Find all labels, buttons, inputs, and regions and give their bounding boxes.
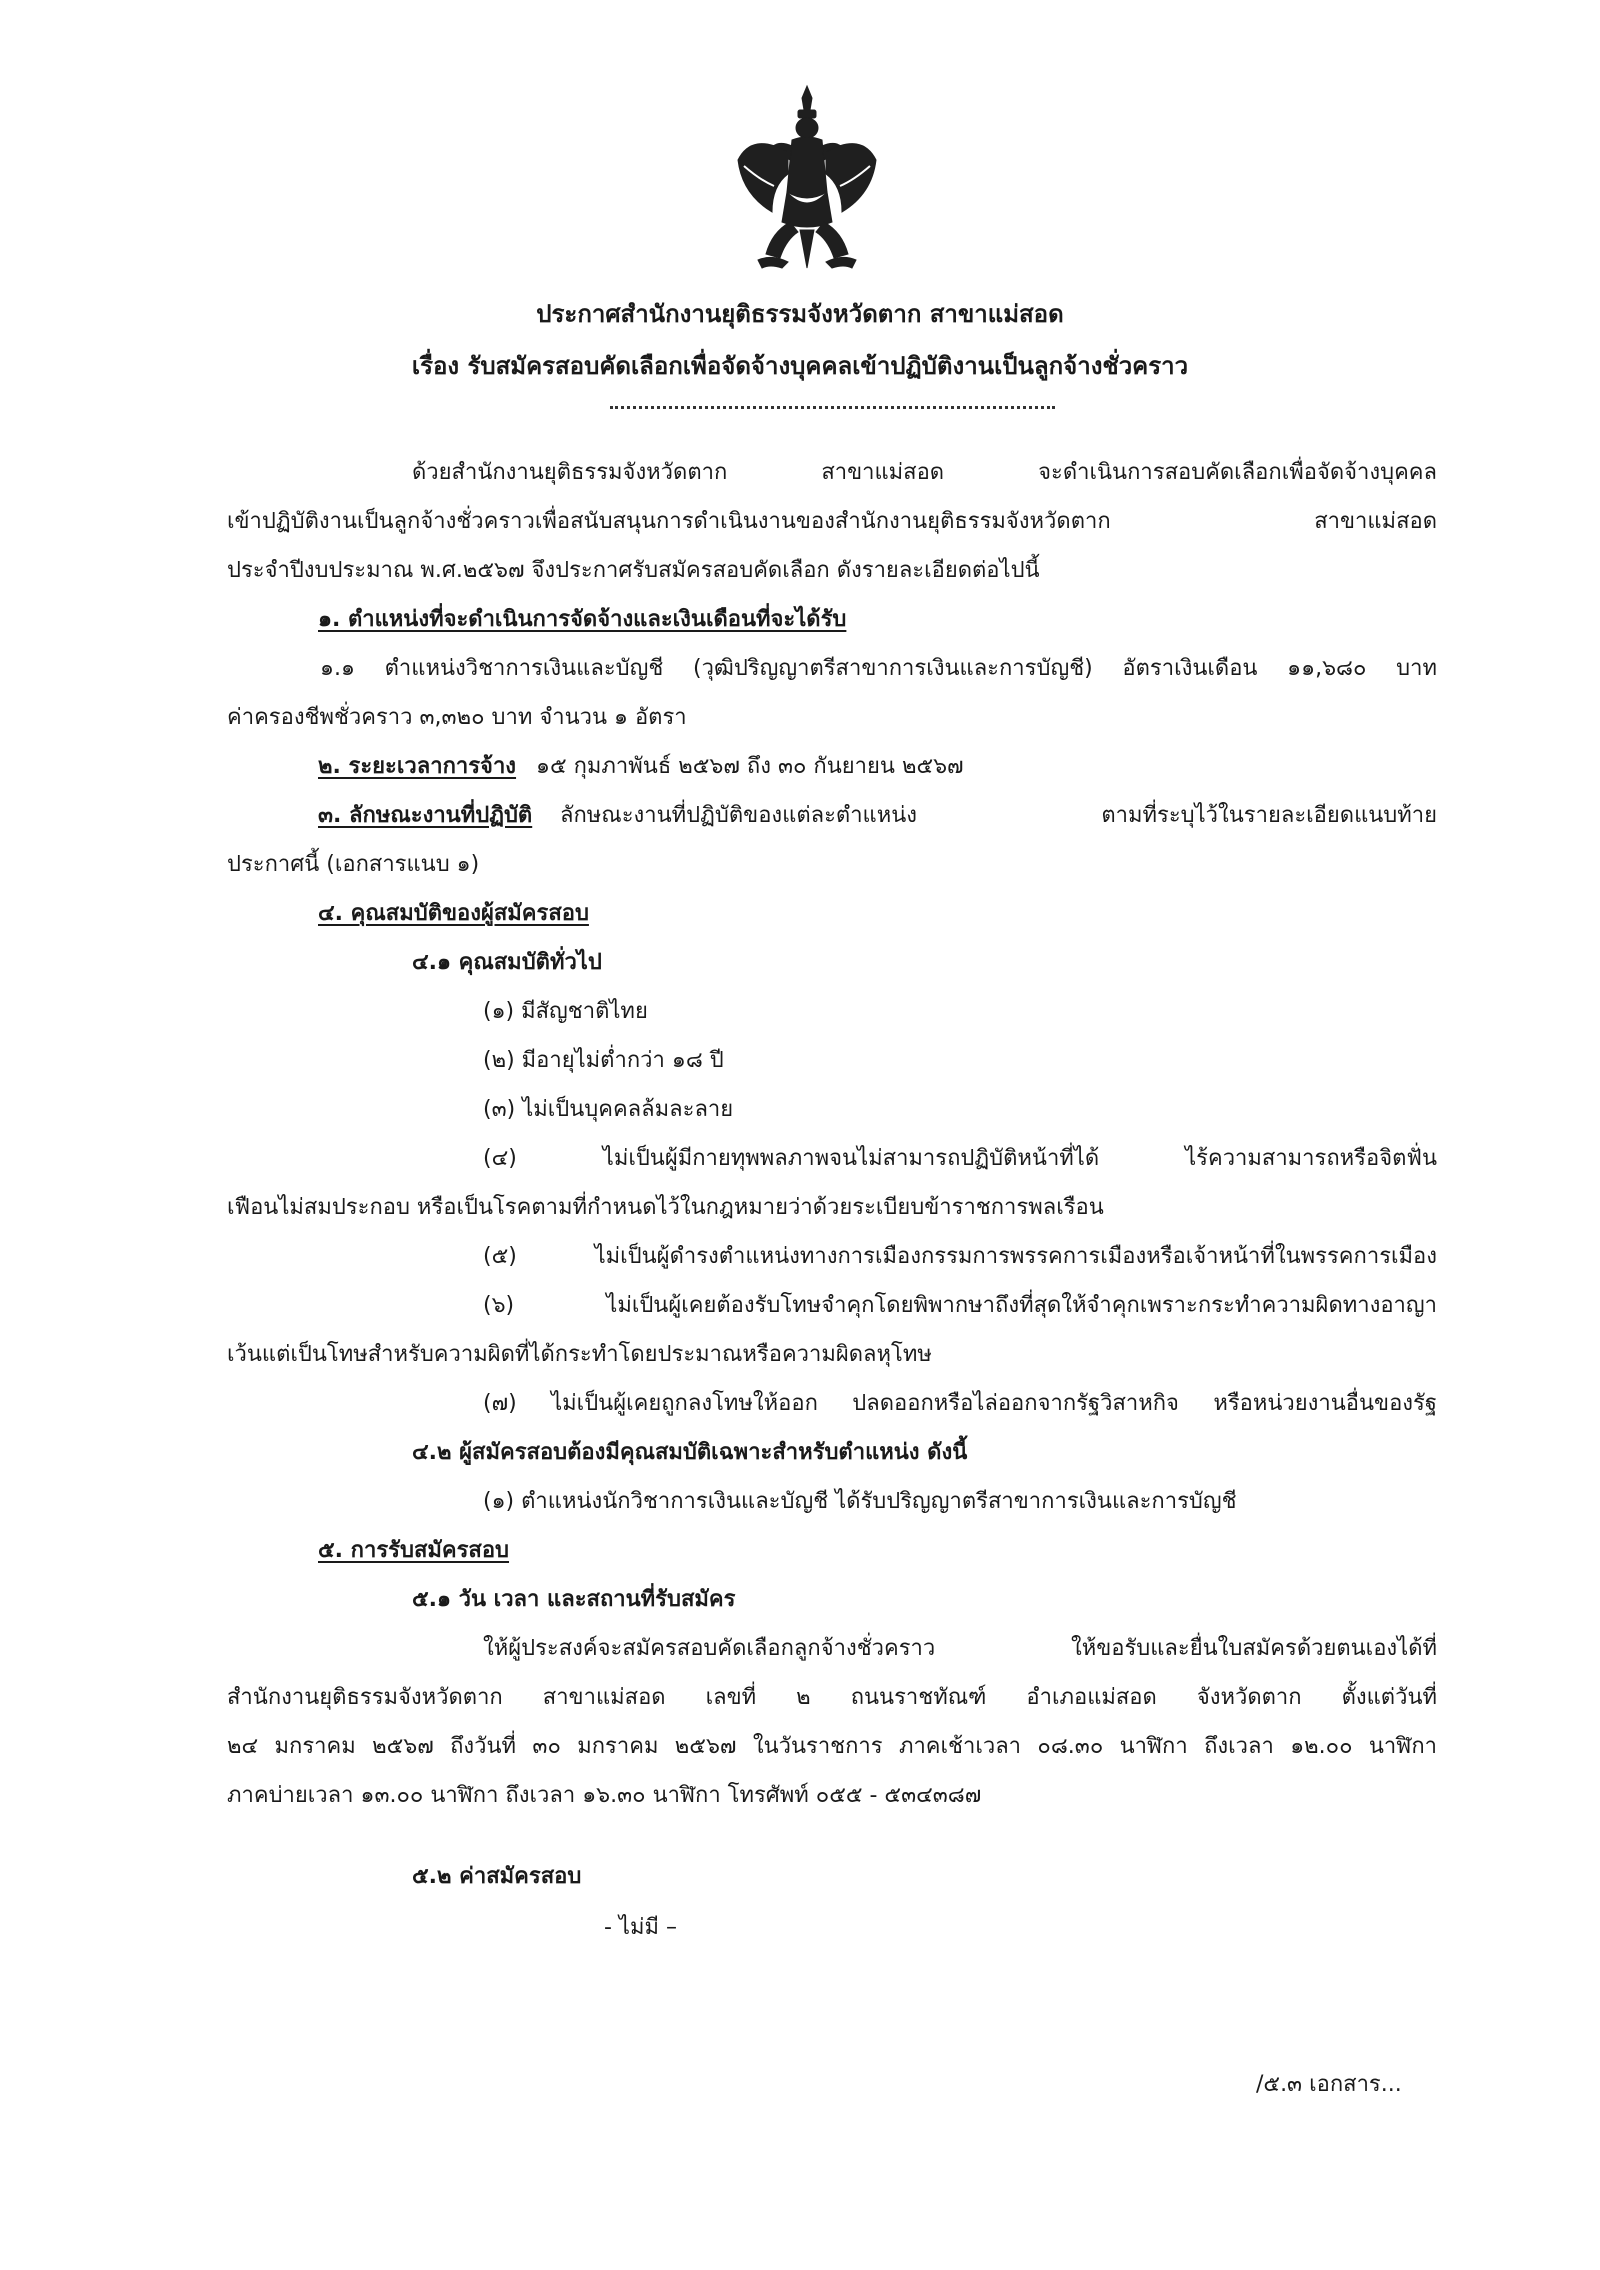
intro-line-3: ประจำปีงบประมาณ พ.ศ.๒๕๖๗ จึงประกาศรับสมัครสอบคัดเลือก ดังรายละเอียดต่อไปนี้ bbox=[227, 558, 1040, 583]
qualification-item-continued: เฟือนไม่สมประกอบ หรือเป็นโรคตามที่กำหนดไว้ในกฎหมายว่าด้วยระเบียบข้าราชการพลเรือน bbox=[227, 1195, 1104, 1220]
section-5-1-title: ๕.๑ วัน เวลา และสถานที่รับสมัคร bbox=[412, 1587, 736, 1612]
qualification-item: (๖) ไม่เป็นผู้เคยต้องรับโทษจำคุกโดยพิพากษาถึงที่สุดให้จำคุกเพราะกระทำความผิดทางอาญา bbox=[483, 1293, 1437, 1318]
section-5-2-title: ๕.๒ ค่าสมัครสอบ bbox=[412, 1864, 582, 1889]
section-1-allowance: ค่าครองชีพชั่วคราว ๓,๓๒๐ บาท จำนวน ๑ อัตรา bbox=[227, 705, 687, 730]
qualification-item: (๕) ไม่เป็นผู้ดำรงตำแหน่งทางการเมืองกรรมการพรรคการเมืองหรือเจ้าหน้าที่ในพรรคการเมือง bbox=[483, 1244, 1437, 1269]
application-line-4: ภาคบ่ายเวลา ๑๓.๐๐ นาฬิกา ถึงเวลา ๑๖.๓๐ นาฬิกา โทรศัพท์ ๐๕๕ - ๕๓๔๓๘๗ bbox=[227, 1783, 982, 1808]
section-3-line-2: ประกาศนี้ (เอกสารแนบ ๑) bbox=[227, 852, 480, 877]
qualification-item: (๒) มีอายุไม่ต่ำกว่า ๑๘ ปี bbox=[483, 1048, 724, 1073]
announcement-title: ประกาศสำนักงานยุติธรรมจังหวัดตาก สาขาแม่สอด bbox=[536, 300, 1064, 328]
section-2-period: ๑๕ กุมภาพันธ์ ๒๕๖๗ ถึง ๓๐ กันยายน ๒๕๖๗ bbox=[536, 754, 964, 779]
intro-line-1: ด้วยสำนักงานยุติธรรมจังหวัดตาก สาขาแม่สอด จะดำเนินการสอบคัดเลือกเพื่อจัดจ้างบุคคล bbox=[412, 460, 1437, 485]
application-line-2: สำนักงานยุติธรรมจังหวัดตาก สาขาแม่สอด เลขที่ ๒ ถนนราชทัณฑ์ อำเภอแม่สอด จังหวัดตาก ตั้งแต่วันที่ bbox=[227, 1685, 1437, 1710]
section-5-title: ๕. การรับสมัครสอบ bbox=[318, 1538, 510, 1563]
application-fee-value: - ไม่มี – bbox=[604, 1915, 677, 1940]
qualification-item: (๔) ไม่เป็นผู้มีกายทุพพลภาพจนไม่สามารถปฏิบัติหน้าที่ได้ ไร้ความสามารถหรือจิตฟั่น bbox=[483, 1146, 1437, 1171]
dotted-divider bbox=[610, 406, 1055, 409]
section-3-text: ลักษณะงานที่ปฏิบัติของแต่ละตำแหน่ง ตามที่ระบุไว้ในรายละเอียดแนบท้าย bbox=[560, 803, 1437, 828]
qualification-item-continued: เว้นแต่เป็นโทษสำหรับความผิดที่ได้กระทำโดยประมาณหรือความผิดลหุโทษ bbox=[227, 1342, 932, 1367]
qualification-item: (๑) มีสัญชาติไทย bbox=[483, 999, 648, 1024]
section-3-title: ๓. ลักษณะงานที่ปฏิบัติ bbox=[318, 803, 533, 828]
section-4-title: ๔. คุณสมบัติของผู้สมัครสอบ bbox=[318, 901, 589, 926]
section-4-2-title: ๔.๒ ผู้สมัครสอบต้องมีคุณสมบัติเฉพาะสำหรับตำแหน่ง ดังนี้ bbox=[412, 1440, 968, 1465]
section-4-1-title: ๔.๑ คุณสมบัติทั่วไป bbox=[412, 950, 602, 975]
garuda-emblem-icon bbox=[732, 82, 882, 277]
section-2-title: ๒. ระยะเวลาการจ้าง bbox=[318, 754, 517, 779]
section-1-title: ๑. ตำแหน่งที่จะดำเนินการจัดจ้างและเงินเดือนที่จะได้รับ bbox=[318, 607, 847, 632]
qualification-item: (๗) ไม่เป็นผู้เคยถูกลงโทษให้ออก ปลดออกหรือไล่ออกจากรัฐวิสาหกิจ หรือหน่วยงานอื่นของรัฐ bbox=[483, 1391, 1437, 1416]
qualification-item: (๓) ไม่เป็นบุคคลล้มละลาย bbox=[483, 1097, 734, 1122]
application-line-3: ๒๔ มกราคม ๒๕๖๗ ถึงวันที่ ๓๐ มกราคม ๒๕๖๗ ในวันราชการ ภาคเช้าเวลา ๐๘.๓๐ นาฬิกา ถึงเวลา ๑๒.๐๐ นาฬิกา bbox=[227, 1734, 1437, 1759]
specific-qualification-item: (๑) ตำแหน่งนักวิชาการเงินและบัญชี ได้รับปริญญาตรีสาขาการเงินและการบัญชี bbox=[483, 1489, 1237, 1514]
announcement-subject: เรื่อง รับสมัครสอบคัดเลือกเพื่อจัดจ้างบุคคลเข้าปฏิบัติงานเป็นลูกจ้างชั่วคราว bbox=[411, 352, 1189, 380]
section-1-position: ๑.๑ ตำแหน่งวิชาการเงินและบัญชี (วุฒิปริญญาตรีสาขาการเงินและการบัญชี) อัตราเงินเดือน ๑๑,๖๘๐ บาท bbox=[320, 656, 1437, 681]
page-continuation: /๕.๓ เอกสาร... bbox=[1256, 2072, 1402, 2097]
intro-line-2: เข้าปฏิบัติงานเป็นลูกจ้างชั่วคราวเพื่อสนับสนุนการดำเนินงานของสำนักงานยุติธรรมจังหวัดตาก สาขาแม่สอด bbox=[227, 509, 1437, 534]
application-line-1: ให้ผู้ประสงค์จะสมัครสอบคัดเลือกลูกจ้างชั่วคราว ให้ขอรับและยื่นใบสมัครด้วยตนเองได้ที่ bbox=[483, 1636, 1437, 1661]
